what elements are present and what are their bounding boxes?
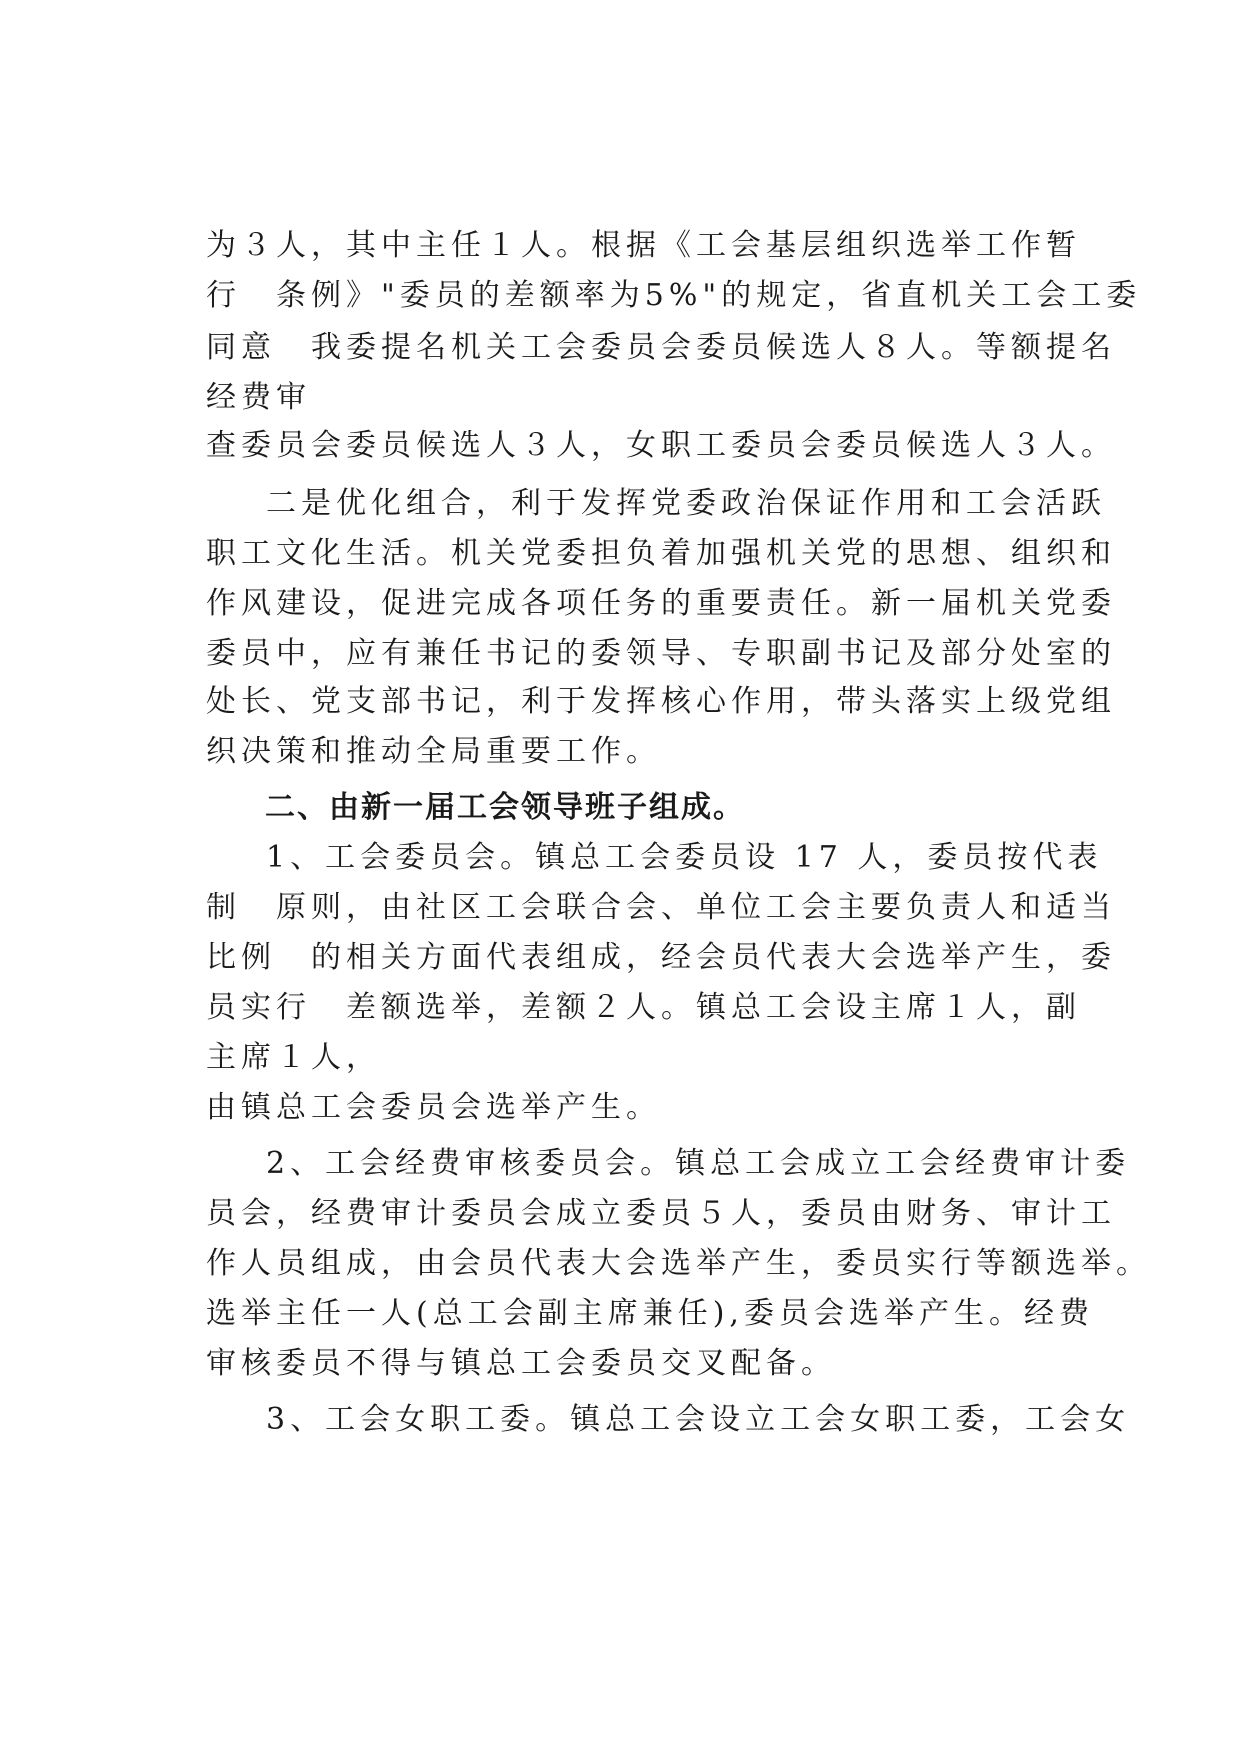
text-line: 查委员会委员候选人３人，女职工委员会委员候选人３人。	[206, 428, 1116, 463]
section-heading: 二、由新一届工会领导班子组成。	[265, 790, 745, 825]
text-line: 作风建设，促进完成各项任务的重要责任。新一届机关党委	[206, 586, 1116, 621]
text-line: 同意 我委提名机关工会委员会委员候选人８人。等额提名	[206, 330, 1116, 365]
text-line: 委员中，应有兼任书记的委领导、专职副书记及部分处室的	[206, 636, 1116, 671]
text-line: 为３人，其中主任１人。根据《工会基层组织选举工作暂	[206, 228, 1081, 263]
text-line: 员实行 差额选举，差额２人。镇总工会设主席１人，副	[206, 990, 1081, 1025]
text-line: 处长、党支部书记，利于发挥核心作用，带头落实上级党组	[206, 684, 1116, 719]
text-line: 员会，经费审计委员会成立委员５人，委员由财务、审计工	[206, 1196, 1116, 1231]
paragraph-first-line: 1、工会委员会。镇总工会委员设 17 人，委员按代表	[266, 840, 1103, 875]
text-line: 织决策和推动全局重要工作。	[206, 734, 661, 769]
text-line: 由镇总工会委员会选举产生。	[206, 1090, 661, 1125]
paragraph-first-line: 3、工会女职工委。镇总工会设立工会女职工委，工会女	[266, 1402, 1131, 1437]
text-line: 行 条例》"委员的差额率为5%"的规定，省直机关工会工委	[206, 278, 1142, 313]
paragraph-first-line: 二是优化组合，利于发挥党委政治保证作用和工会活跃	[266, 486, 1106, 521]
text-line: 比例 的相关方面代表组成，经会员代表大会选举产生，委	[206, 940, 1116, 975]
text-line: 经费审	[206, 380, 311, 415]
text-line: 作人员组成，由会员代表大会选举产生，委员实行等额选举。	[206, 1246, 1151, 1281]
text-line: 主席１人，	[206, 1040, 381, 1075]
text-line: 选举主任一人(总工会副主席兼任),委员会选举产生。经费	[206, 1296, 1094, 1331]
text-line: 审核委员不得与镇总工会委员交叉配备。	[206, 1346, 836, 1381]
text-line: 职工文化生活。机关党委担负着加强机关党的思想、组织和	[206, 536, 1116, 571]
paragraph-first-line: 2、工会经费审核委员会。镇总工会成立工会经费审计委	[266, 1146, 1131, 1181]
text-line: 制 原则，由社区工会联合会、单位工会主要负责人和适当	[206, 890, 1116, 925]
